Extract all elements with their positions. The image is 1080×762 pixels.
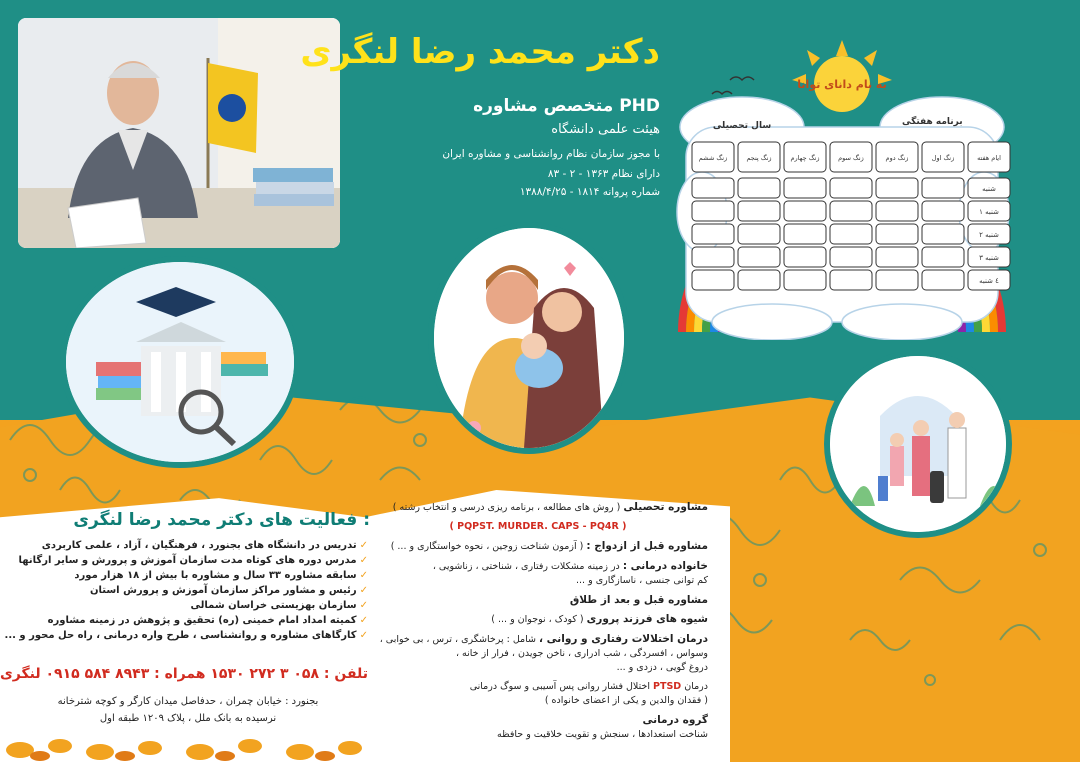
sun-text: به نام دانای توانا [797,78,887,91]
license-number-text: شماره پروانه ۱۸۱۴ - ۱۳۸۸/۴/۲۵ [519,186,660,198]
schedule-slot-cell [784,178,826,198]
schedule-slot-cell [738,270,780,290]
schedule-slot-cell [738,178,780,198]
schedule-slot-cell [876,270,918,290]
travel-family-illustration [824,350,1012,538]
schedule-slot-cell [738,247,780,267]
schedule-header-label: زنگ سوم [838,154,864,162]
schedule-header-label: ایام هفته [977,154,1001,162]
phone-text: تلفن : ۰۵۸ ۳ ۲۷۲ ۱۵۳۰ همراه : ۸۹۴۳ ۵۸۴ ۰۹۱۵ لنگری [0,666,368,682]
services-list [368,500,708,747]
address-line: بجنورد : خیابان چمران ، حدفاصل میدان کارگر و کوچه شترخانه [57,696,319,707]
schedule-slot-cell [784,201,826,221]
schedule-header-label: زنگ چهارم [790,154,820,162]
service-item: گروه درمانی شناخت استعدادها ، سنجش و تقویت خلاقیت و حافظه [496,714,708,740]
schedule-slot-cell [692,224,734,244]
schedule-slot-cell [784,224,826,244]
schedule-day-label: ٤ شنبه [979,277,999,285]
schedule-slot-cell [830,178,872,198]
check-icon: ✓ [359,630,368,641]
schedule-slot-cell [876,224,918,244]
check-icon: ✓ [359,585,368,596]
check-icon: ✓ [359,540,368,551]
autumn-leaves-decoration [0,728,380,762]
schedule-slot-cell [922,270,964,290]
schedule-slot-cell [876,247,918,267]
weekly-label: برنامه هفتگی [902,117,963,127]
schedule-slot-cell [692,270,734,290]
schedule-header-label: زنگ دوم [885,154,909,162]
schedule-slot-cell [784,247,826,267]
schedule-slot-cell [830,224,872,244]
activity-item: ✓سازمان بهزیستی خراسان شمالی [190,600,368,611]
service-item: درمان اختلالات رفتاری و روانی ، شامل : پرخاشگری ، ترس ، بی خوابی ، وسواس ، افسردگی ، شب ادراری ، ناخن جویدن ، فرار از خانه ، دروغ گویی ، دزدی و ... [379,633,708,673]
service-item: مشاوره قبل و بعد از طلاق [569,594,708,606]
schedule-slot-cell [922,247,964,267]
schedule-slot-cell [876,178,918,198]
system-number-text: دارای نظام ۱۳۶۳ - ۲ - ۸۳ [547,168,660,180]
schedule-slot-cell [830,201,872,221]
schedule-slot-cell [922,224,964,244]
activity-item: ✓سابقه مشاوره ۳۳ سال و مشاوره با بیش از ۱۸ هزار مورد [74,570,368,581]
service-item: خانواده درمانی : در زمینه مشکلات رفتاری ، شناختی ، زناشویی ، کم توانی جنسی ، ناسازگاری و ... [432,560,708,586]
service-methods: ( PQPST. MURDER. CAPS - PQ4R ) [449,521,627,532]
schedule-slot-cell [784,270,826,290]
check-icon: ✓ [359,600,368,611]
activity-item: ✓مدرس دوره های کوتاه مدت سازمان آموزش و پرورش و سایر ارگانها [18,555,368,566]
schedule-header-label: زنگ اول [931,154,955,162]
doctor-name-title: دکتر محمد رضا لنگری [300,32,660,72]
activity-item: ✓کارگاهای مشاوره و روانشناسی ، طرح واره درمانی ، راه حل محور و ... [4,630,368,641]
activity-item: ✓تدریس در دانشگاه های بجنورد ، فرهنگیان ، آزاد ، علمی کاربردی [41,540,368,551]
activity-item: ✓رئیس و مشاور مراکز سازمان آموزش و پرورش استان [89,585,368,596]
schedule-day-label: ۱ شنبه [979,208,999,216]
schedule-day-label: ۳ شنبه [979,254,999,262]
schedule-slot-cell [738,201,780,221]
faculty-text: هیئت علمی دانشگاه [551,122,660,137]
schedule-slot-cell [876,201,918,221]
service-item: مشاوره قبل از ازدواج : ( آزمون شناخت زوجین ، نحوه خواستگاری و ... ) [390,540,708,552]
year-label: سال تحصیلی [712,121,772,131]
schedule-day-label: ۲ شنبه [979,231,999,239]
activities-list [4,540,368,645]
specialty-text: متخصص مشاوره PHD [473,96,660,116]
schedule-slot-cell [692,178,734,198]
schedule-slot-cell [922,201,964,221]
service-item: درمان PTSD اختلال فشار روانی پس آسیبی و سوگ درمانی ( فقدان والدین و یکی از اعضای خانواده ) [469,681,708,706]
education-illustration [60,256,300,468]
service-item: مشاوره تحصیلی ( روش های مطالعه ، برنامه ریزی درسی و انتخاب رشته ) [392,501,708,513]
schedule-slot-cell [692,201,734,221]
schedule-slot-cell [738,224,780,244]
schedule-header-label: زنگ ششم [698,154,728,162]
schedule-slot-cell [830,247,872,267]
weekly-schedule-card [672,32,1012,340]
check-icon: ✓ [359,555,368,566]
check-icon: ✓ [359,570,368,581]
schedule-slot-cell [922,178,964,198]
schedule-slot-cell [692,247,734,267]
activities-title: فعالیت های دکتر محمد رضا لنگری : [73,510,370,530]
service-item: شیوه های فرزند پروری ( کودک ، نوجوان و ... ) [491,613,708,625]
activity-item: ✓کمیته امداد امام خمینی (ره) تحقیق و پژوهش در زمینه مشاوره [47,615,368,626]
family-illustration [428,222,630,454]
address-block [8,696,368,730]
address-line: نرسیده به بانک ملل ، پلاک ۱۲۰۹ طبقه اول [99,713,277,724]
license-text: با مجوز سازمان نظام روانشناسی و مشاوره ایران [442,148,660,160]
schedule-day-label: شنبه [982,185,996,193]
check-icon: ✓ [359,615,368,626]
schedule-slot-cell [830,270,872,290]
schedule-header-label: زنگ پنجم [746,154,772,162]
